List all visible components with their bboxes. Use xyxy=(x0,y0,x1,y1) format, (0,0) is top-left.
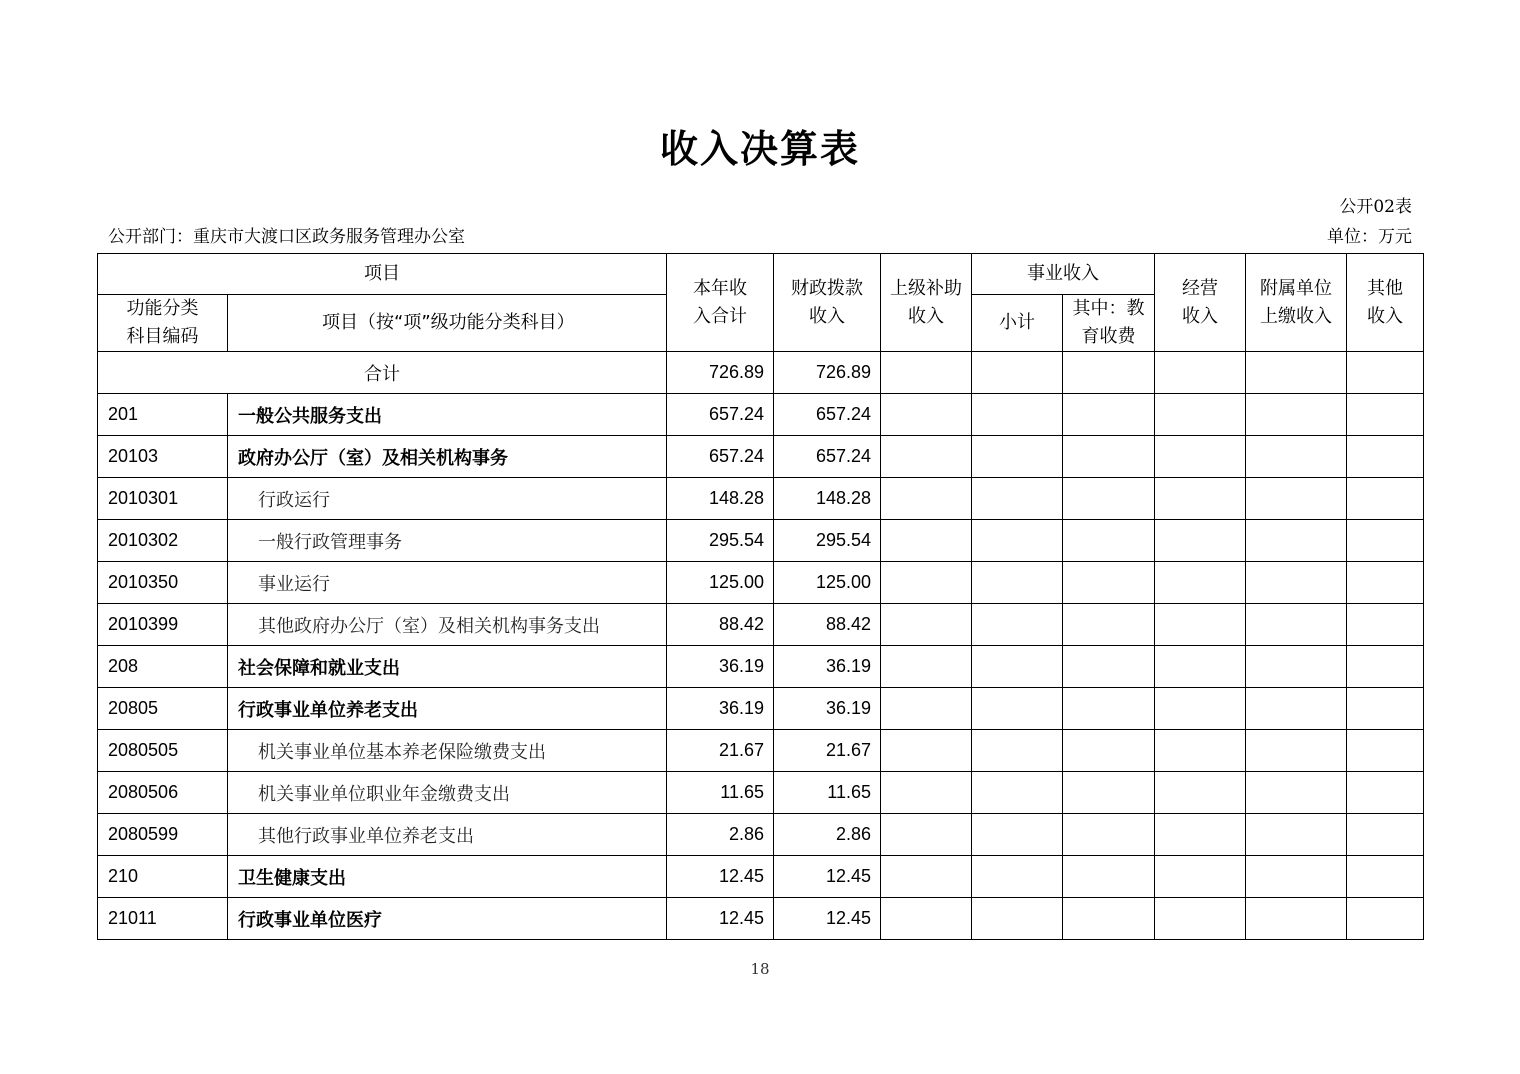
cell-name: 行政运行 xyxy=(228,478,667,520)
cell-fiscal: 36.19 xyxy=(774,688,881,730)
cell-name: 卫生健康支出 xyxy=(228,856,667,898)
header-edu-fee: 其中：教育收费 xyxy=(1063,295,1155,352)
cell-code: 210 xyxy=(98,856,228,898)
cell-name: 其他行政事业单位养老支出 xyxy=(228,814,667,856)
cell-code: 2080505 xyxy=(98,730,228,772)
header-fiscal: 财政拨款收入 xyxy=(774,254,881,352)
cell-fiscal: 21.67 xyxy=(774,730,881,772)
cell-fiscal: 12.45 xyxy=(774,856,881,898)
cell-fiscal: 12.45 xyxy=(774,898,881,940)
cell-fiscal: 657.24 xyxy=(774,394,881,436)
header-affiliated: 附属单位上缴收入 xyxy=(1246,254,1347,352)
cell-code: 2080599 xyxy=(98,814,228,856)
table-row xyxy=(98,520,1424,562)
cell-total-income: 12.45 xyxy=(667,898,774,940)
cell-code: 2080506 xyxy=(98,772,228,814)
cell-code: 2010399 xyxy=(98,604,228,646)
cell-fiscal: 11.65 xyxy=(774,772,881,814)
cell-fiscal: 125.00 xyxy=(774,562,881,604)
table-row xyxy=(98,562,1424,604)
header-subtotal: 小计 xyxy=(972,295,1063,352)
table-row xyxy=(98,646,1424,688)
cell-code: 20103 xyxy=(98,436,228,478)
cell-total-income: 11.65 xyxy=(667,772,774,814)
page-title: 收入决算表 xyxy=(659,127,860,171)
header-superior: 上级补助收入 xyxy=(881,254,972,352)
header-operating: 经营收入 xyxy=(1155,254,1246,352)
header-total-income: 本年收入合计 xyxy=(667,254,774,352)
cell-total-income: 2.86 xyxy=(667,814,774,856)
header-item: 项目 xyxy=(98,254,667,295)
header-business: 事业收入 xyxy=(972,254,1155,295)
cell-total-income: 148.28 xyxy=(667,478,774,520)
page-number: 18 xyxy=(750,960,770,978)
cell-fiscal: 295.54 xyxy=(774,520,881,562)
cell-name: 机关事业单位职业年金缴费支出 xyxy=(228,772,667,814)
cell-code: 208 xyxy=(98,646,228,688)
cell-total-income: 36.19 xyxy=(667,646,774,688)
cell-name: 机关事业单位基本养老保险缴费支出 xyxy=(228,730,667,772)
cell-fiscal: 88.42 xyxy=(774,604,881,646)
table-row xyxy=(98,688,1424,730)
cell-total-income: 125.00 xyxy=(667,562,774,604)
table-row xyxy=(98,814,1424,856)
cell-name: 社会保障和就业支出 xyxy=(228,646,667,688)
cell-total-income: 657.24 xyxy=(667,436,774,478)
cell-code: 201 xyxy=(98,394,228,436)
table-row xyxy=(98,898,1424,940)
unit-label: 单位：万元 xyxy=(1327,227,1412,247)
table-row xyxy=(98,604,1424,646)
total-label: 合计 xyxy=(98,352,667,394)
cell-code: 21011 xyxy=(98,898,228,940)
cell-total-income: 21.67 xyxy=(667,730,774,772)
cell-code: 2010302 xyxy=(98,520,228,562)
income-table xyxy=(97,253,1424,940)
cell-fiscal: 657.24 xyxy=(774,436,881,478)
header-func-code: 功能分类科目编码 xyxy=(98,295,228,352)
cell-name: 行政事业单位养老支出 xyxy=(228,688,667,730)
department-label: 公开部门：重庆市大渡口区政务服务管理办公室 xyxy=(108,227,465,247)
total-row xyxy=(98,352,1424,394)
cell-fiscal: 726.89 xyxy=(774,352,881,394)
cell-name: 一般行政管理事务 xyxy=(228,520,667,562)
table-row xyxy=(98,856,1424,898)
cell-fiscal: 148.28 xyxy=(774,478,881,520)
cell-name: 行政事业单位医疗 xyxy=(228,898,667,940)
cell-code: 2010301 xyxy=(98,478,228,520)
cell-total-income: 726.89 xyxy=(667,352,774,394)
cell-total-income: 36.19 xyxy=(667,688,774,730)
cell-total-income: 295.54 xyxy=(667,520,774,562)
cell-total-income: 657.24 xyxy=(667,394,774,436)
table-row xyxy=(98,436,1424,478)
cell-fiscal: 36.19 xyxy=(774,646,881,688)
cell-name: 一般公共服务支出 xyxy=(228,394,667,436)
header-item-name: 项目（按“项”级功能分类科目） xyxy=(228,295,667,352)
table-row xyxy=(98,394,1424,436)
cell-fiscal: 2.86 xyxy=(774,814,881,856)
table-row xyxy=(98,478,1424,520)
table-row xyxy=(98,730,1424,772)
table-row xyxy=(98,772,1424,814)
cell-name: 其他政府办公厅（室）及相关机构事务支出 xyxy=(228,604,667,646)
cell-code: 2010350 xyxy=(98,562,228,604)
cell-total-income: 88.42 xyxy=(667,604,774,646)
cell-total-income: 12.45 xyxy=(667,856,774,898)
form-number: 公开02表 xyxy=(1339,197,1412,217)
header-other: 其他收入 xyxy=(1347,254,1424,352)
cell-name: 事业运行 xyxy=(228,562,667,604)
cell-name: 政府办公厅（室）及相关机构事务 xyxy=(228,436,667,478)
cell-code: 20805 xyxy=(98,688,228,730)
